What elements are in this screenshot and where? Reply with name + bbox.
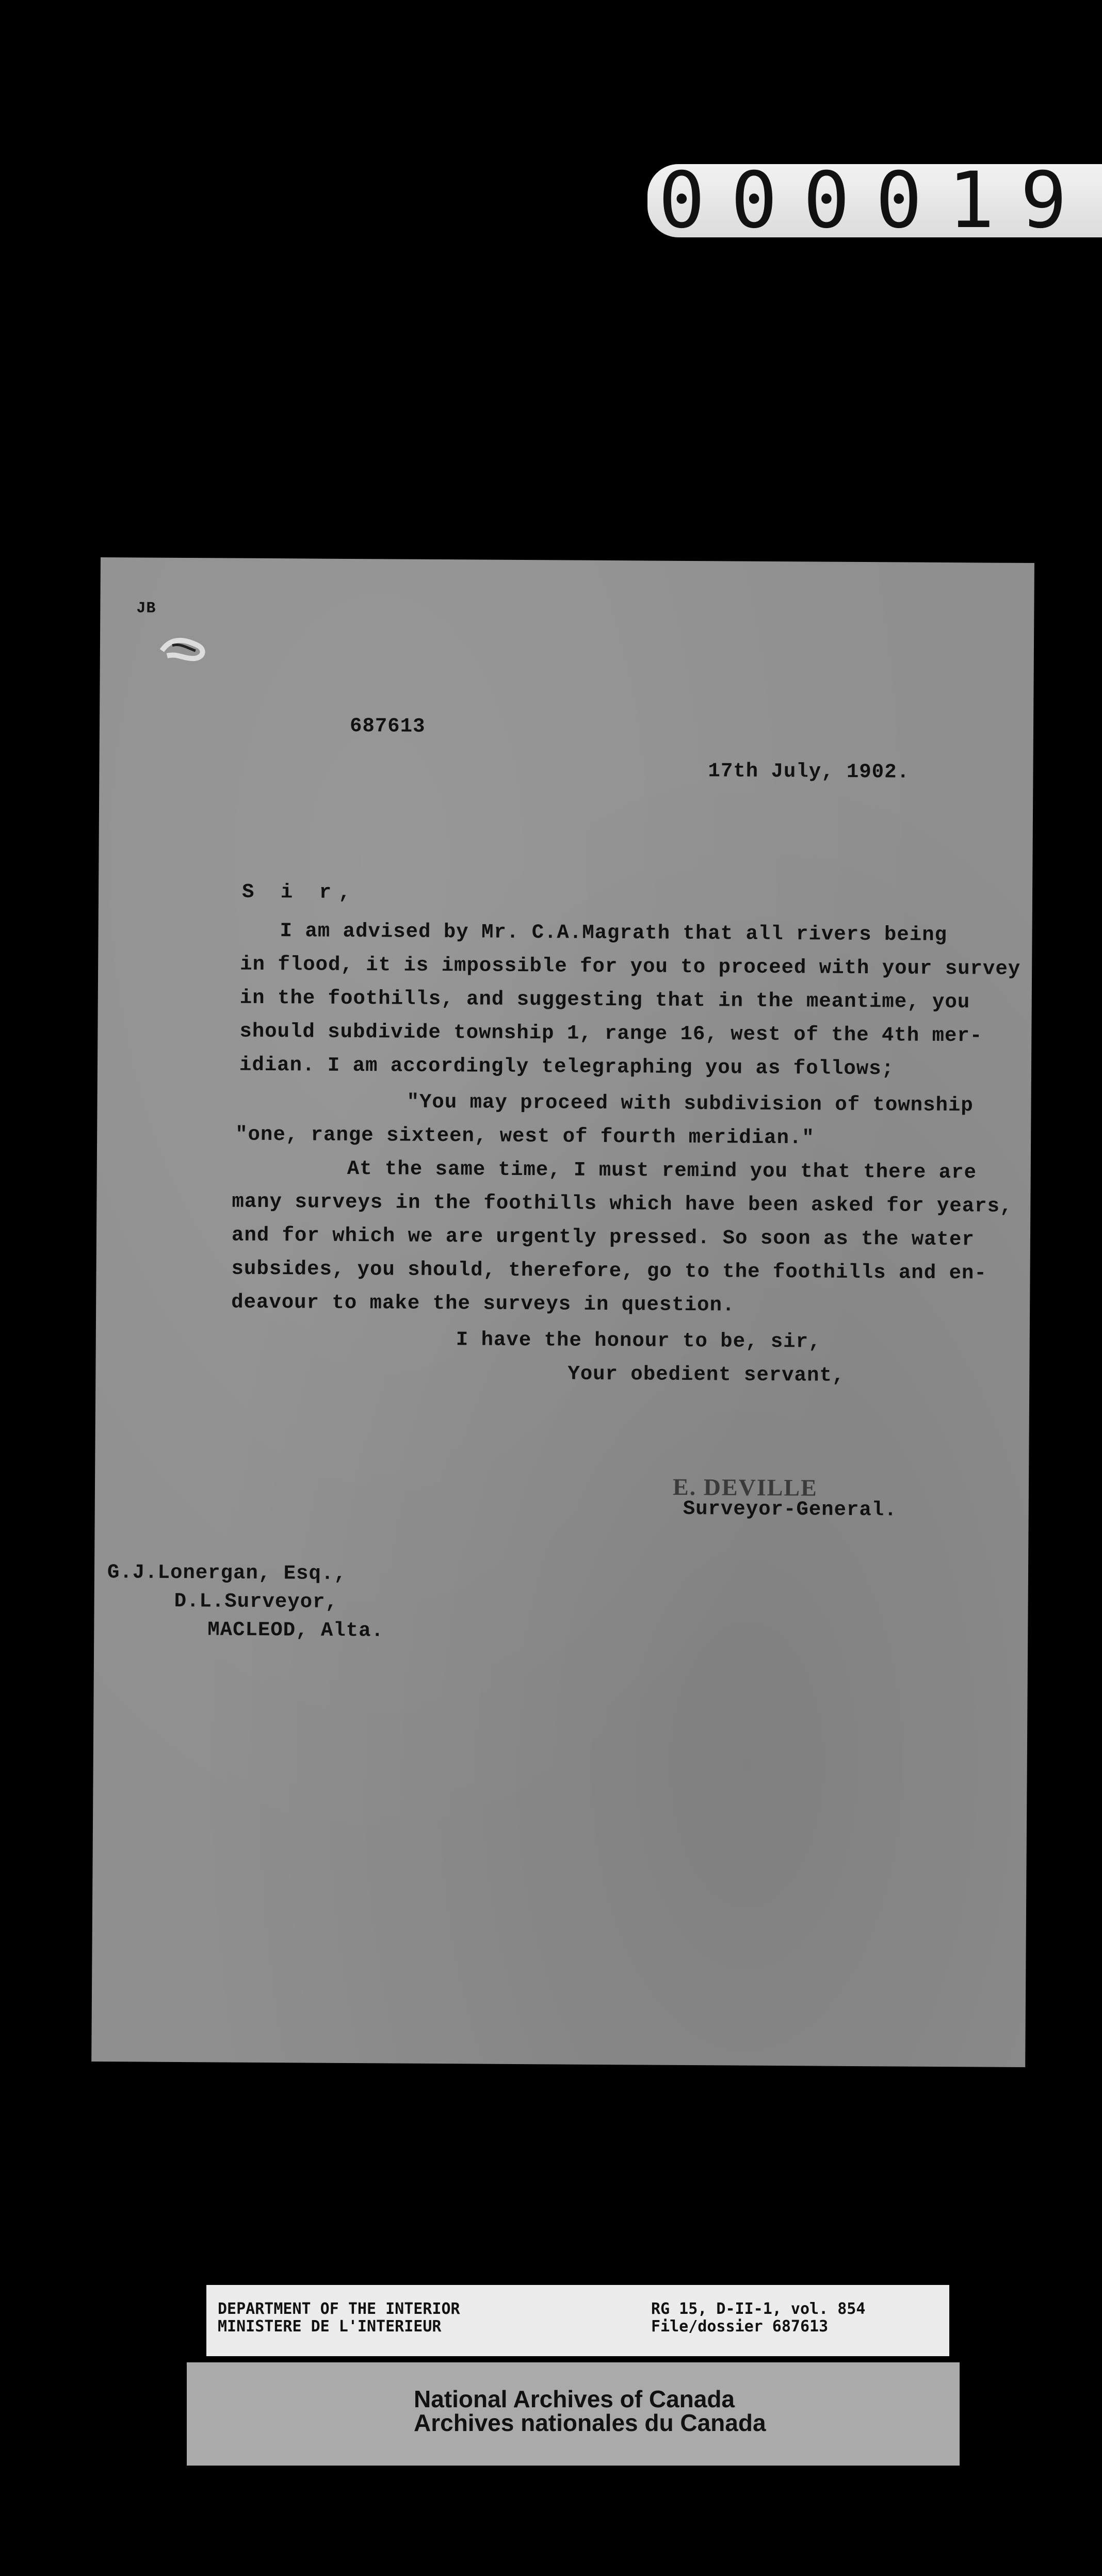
file-number: 687613 bbox=[349, 714, 426, 738]
pencil-mark-icon bbox=[157, 630, 214, 667]
body-line: in the foothills, and suggesting that in the meantime, you bbox=[239, 986, 970, 1014]
letter-page bbox=[91, 557, 1034, 2067]
body-line: many surveys in the foothills which have been asked for years, bbox=[232, 1190, 1013, 1218]
address-line: MACLEOD, Alta. bbox=[207, 1618, 384, 1643]
body-line: I am advised by Mr. C.A.Magrath that all rivers being bbox=[280, 920, 948, 947]
archive-name-en: National Archives of Canada bbox=[414, 2386, 735, 2412]
body-line: in flood, it is impossible for you to proceed with your survey bbox=[240, 953, 1021, 980]
frame-number-label: 000019 bbox=[647, 164, 1102, 237]
quote-line: "one, range sixteen, west of fourth meridian." bbox=[235, 1123, 815, 1150]
archive-stamp bbox=[187, 2362, 960, 2466]
department-fr: MINISTERE DE L'INTERIEUR bbox=[218, 2317, 442, 2336]
file-reference: File/dossier 687613 bbox=[651, 2317, 829, 2336]
quote-line: "You may proceed with subdivision of township bbox=[407, 1090, 974, 1117]
closing-line: I have the honour to be, sir, bbox=[456, 1328, 821, 1354]
body-line: subsides, you should, therefore, go to the foothills and en- bbox=[231, 1257, 987, 1285]
body-line: At the same time, I must remind you that there are bbox=[347, 1157, 977, 1184]
signatory-title: Surveyor-General. bbox=[683, 1497, 897, 1522]
body-line: and for which we are urgently pressed. So soon as the water bbox=[231, 1223, 975, 1251]
archive-caption bbox=[206, 2285, 949, 2356]
salutation: S i r, bbox=[241, 880, 358, 905]
signature: E. DEVILLE bbox=[672, 1473, 818, 1501]
address-line: D.L.Surveyor, bbox=[174, 1589, 338, 1614]
address-line: G.J.Lonergan, Esq., bbox=[107, 1561, 347, 1585]
record-group: RG 15, D-II-1, vol. 854 bbox=[651, 2300, 866, 2318]
closing-line: Your obedient servant, bbox=[568, 1362, 845, 1387]
body-line: deavour to make the surveys in question. bbox=[231, 1291, 735, 1317]
initials: JB bbox=[136, 600, 156, 618]
body-line: idian. I am accordingly telegraphing you as follows; bbox=[239, 1053, 895, 1081]
body-line: should subdivide township 1, range 16, west of the 4th mer- bbox=[239, 1020, 983, 1048]
department-en: DEPARTMENT OF THE INTERIOR bbox=[218, 2300, 460, 2318]
letter-date: 17th July, 1902. bbox=[708, 760, 910, 784]
archive-name-fr: Archives nationales du Canada bbox=[414, 2409, 766, 2436]
